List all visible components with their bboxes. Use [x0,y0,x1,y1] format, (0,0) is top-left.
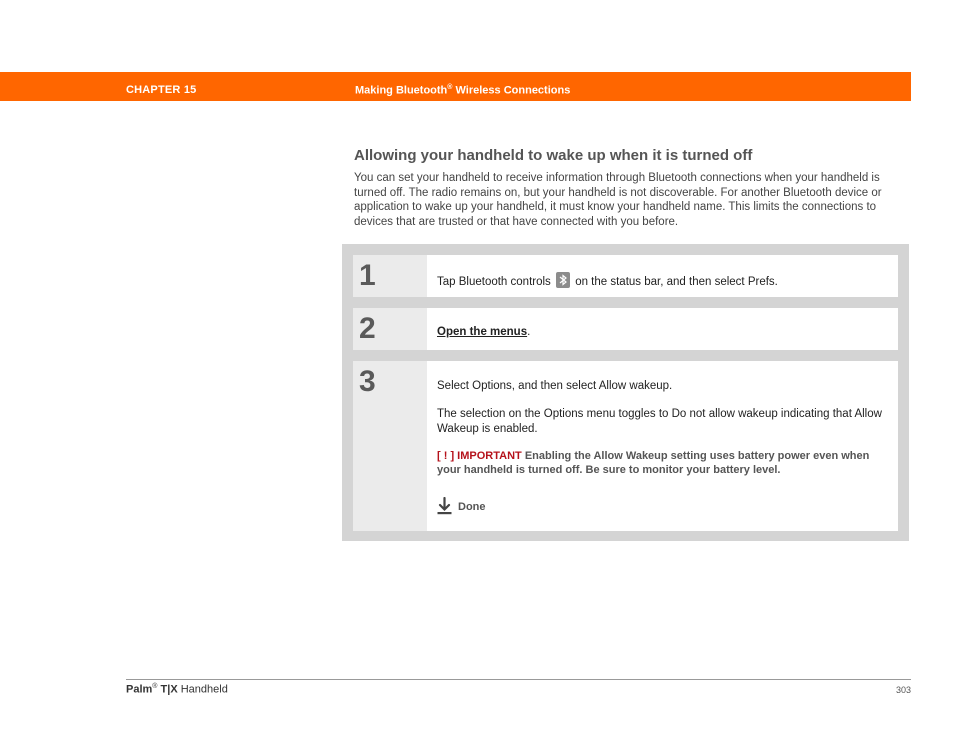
section-heading: Allowing your handheld to wake up when it is turned off [354,147,753,164]
step-number-cell [353,255,427,297]
important-label: IMPORTANT [457,449,522,462]
footer-divider [126,679,911,680]
step-3 [353,361,898,531]
chapter-label: CHAPTER 15 [126,84,197,96]
step-text: Select Options, and then select Allow wakeup. [437,380,673,392]
done-row [437,497,888,518]
step-text: . [527,326,531,338]
footer-product-name: Handheld [177,683,228,696]
step-text: Tap Bluetooth controls [437,276,554,288]
step-2 [353,308,898,350]
step-body [427,308,898,350]
done-arrow-icon [437,497,452,518]
chapter-title-rest: Wireless Connections [452,84,571,97]
footer-model: T|X [157,683,178,696]
step-number: 1 [359,259,376,292]
step-number-cell [353,308,427,350]
open-menus-link[interactable]: Open the menus [437,326,528,338]
step-body [427,361,898,531]
footer-brand: Palm [126,683,153,696]
important-text: Enabling the Allow Wakeup setting uses battery power even when your handheld is turned off. Be sure to monitor your battery level. [437,449,870,476]
step-number: 3 [359,365,376,398]
step-text: The selection on the Options menu toggles to Do not allow wakeup indicating that Allow Wakeup is enabled. [437,407,882,435]
important-bracket: [ ! ] [437,449,455,462]
registered-mark: ® [447,84,453,91]
step-number: 2 [359,312,376,345]
intro-paragraph: You can set your handheld to receive information through Bluetooth connections when your handheld is turned off. The radio remains on, but your handheld is not discoverable. For another Bluetooth device or application to wake up your handheld, it must know your handheld name. This limits the connections to devices that are trusted or that have connected with you before. [354,172,882,228]
step-body [427,255,898,297]
step-text: on the status bar, and then select Prefs. [572,276,778,288]
footer-product [126,683,228,696]
footer-registered-mark: ® [152,683,158,690]
chapter-title-main: Making Bluetooth [355,84,448,97]
step-1 [353,255,898,297]
chapter-title [355,84,570,97]
page-number: 303 [895,685,911,695]
step-number-cell [353,361,427,531]
done-label: Done [458,501,486,513]
important-note [437,449,888,478]
bluetooth-icon [556,272,570,288]
